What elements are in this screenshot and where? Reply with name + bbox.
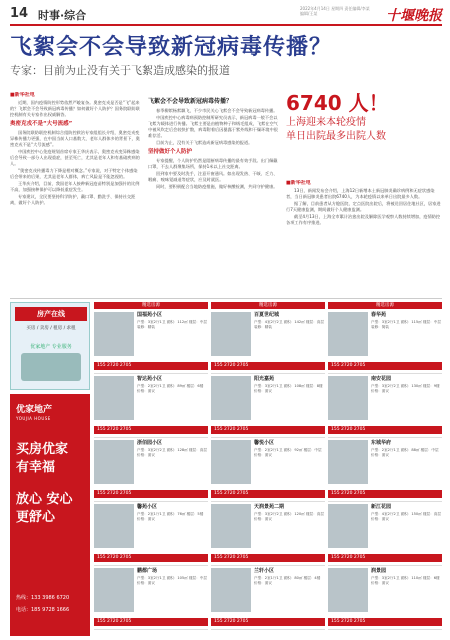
page-number: 14 [10,6,29,21]
ad-slogan-line: 更舒心 [16,510,56,525]
listing-card[interactable] [94,376,208,438]
listing-details: 户型：3室2厅1卫 面积：105㎡ 楼层：中层 价格：面议 [137,576,207,585]
ad-company-english: YOUJIA HOUSE [16,416,51,421]
section-heading: 奥密克戎不是“大号流感” [10,121,73,127]
listing-details: 户型：4室2厅2卫 面积：142㎡ 楼层：高层 装修：精装 [254,320,324,329]
paragraph: “奥密克戎传播毒力下降是相对概念。”专家说，对于特定个体感染后会带来的后果，尤其是老年人群体，病亡风险是不能忽视的。 [10,168,138,179]
section-divider [10,298,442,299]
listing-details: 户型：2室1厅1卫 面积：76㎡ 楼层：5楼 价格：面议 [137,512,204,521]
listing-photo [328,376,368,420]
listing-phone: 155 2720 2705 [94,490,208,498]
listing-column [328,302,442,636]
listing-card[interactable] [328,376,442,438]
listing-card[interactable] [211,504,325,566]
byline: ■新华社电 [10,92,35,98]
listing-details: 户型：3室2厅2卫 面积：128㎡ 楼层：高层 价格：面议 [137,448,207,457]
listing-photo [328,440,368,484]
listing-title: 南安花园 [371,376,392,382]
listing-phone: 155 2720 2705 [94,426,208,434]
main-subhead: 专家：目前为止没有关于飞絮造成感染的报道 [10,64,230,77]
listing-phone: 155 2720 2705 [328,490,442,498]
listing-phone: 155 2720 2705 [94,362,208,370]
listing-photo [328,568,368,612]
listing-card[interactable] [328,312,442,374]
ad-phone-1: 热线：133 3986 6720 [16,595,70,601]
listing-details: 户型：3室2厅1卫 面积：110㎡ 楼层：6楼 价格：面议 [371,576,440,585]
ad-brand-banner: 房产在线 [15,307,87,321]
listing-photo [328,504,368,548]
listing-card[interactable] [328,440,442,502]
listing-photo [211,568,251,612]
listing-title: 智达苑小区 [137,376,163,382]
ad-photo [21,353,81,381]
listing-details: 户型：2室1厅1卫 面积：80㎡ 楼层：4楼 价格：面议 [254,576,321,585]
section-title: 时事·综合 [38,9,87,22]
listing-details: 户型：3室2厅1卫 面积：108㎡ 楼层：8楼 价格：面议 [254,384,323,393]
listing-phone: 155 2720 2705 [94,554,208,562]
ad-sidebar [10,302,90,636]
article-column-2 [148,96,278,296]
listing-phone: 155 2720 2705 [328,426,442,434]
listing-details: 户型：3室2厅1卫 面积：115㎡ 楼层：中层 装修：简装 [371,320,441,329]
paragraph: 中国疾控中心免疫规划首席专家王华庆表示，奥密克戎变异株感染后会导致一部分人出现重症，甚至死亡，尤其是老年人和有基础疾病的人。 [10,149,140,166]
paragraph: 王华庆介绍，目前，我国老年人接种新冠疫苗特别是加强针的比例不高，加强接种保护可以降低重症发生。 [10,181,140,192]
listing-photo [328,312,368,356]
ad-company-name: 优家地产 [16,405,53,415]
paragraph: 中国疾控中心病毒病预防控制所研究员表示，新冠病毒一般不会以飞絮为载体进行传播。飞絮主要是由植物种子和绒毛组成，飞絮在空气中被风吹走后会较快扩散，病毒附着后因暴露于紫外线和干燥环境中很难存活。 [148,115,278,138]
listing-photo [94,568,134,612]
ad-mini-title: 优家地产 专业服务 [30,344,72,350]
ad-service-list: 买房 / 卖房 / 租房 / 求租 [26,326,76,331]
ad-slogan-line: 有幸福 [16,460,56,475]
paragraph: 国务院联防联控机制综合组防控救治专家组组长介绍，奥密克戎变异株传播力更强，在中国当前人口基数大、老年人群体多的背景下，奥密克戎不是“大号流感”。 [10,130,140,147]
ad-phone-2: 电话：185 9728 1666 [16,607,70,613]
listing-details: 户型：2室2厅1卫 面积：88㎡ 楼层：中层 价格：面议 [371,448,439,457]
listing-card[interactable] [328,504,442,566]
listing-column-header: 精选房源 [211,302,325,309]
listing-title: 兰轩小区 [254,568,275,574]
paragraph: 同时，要积极配合当地防疫措施，做好核酸检测，共同守护健康。 [156,184,278,189]
listing-title: 天润景苑二期 [254,504,285,510]
listing-card[interactable] [211,312,325,374]
listing-title: 国福苑小区 [137,312,163,318]
listing-card[interactable] [94,312,208,374]
listing-card[interactable] [211,568,325,630]
listing-details: 户型：2室2厅1卫 面积：89㎡ 楼层：6楼 价格：面议 [137,384,204,393]
paragraph: 13日，新闻发布会介绍，上海12日新增本土新冠肺炎确诊病例和无症状感染者，当日新冠肺炎患者出院6740人，为本轮疫情以来单日出院最多人数。 [286,188,435,199]
listing-photo [211,312,251,356]
paragraph: 专家提醒，个人防护仍然是阻断病毒传播的最有效手段。出门佩戴口罩，不去人群聚集场所，保持1米以上社交距离。 [148,158,278,169]
listing-photo [211,440,251,484]
listing-card[interactable] [211,376,325,438]
paragraph: 回到家中要及时洗手，注意开窗通风。如出现发热、干咳、乏力、咽痛、嗅味觉减退等症状，应及时就医。 [148,171,278,182]
listing-title: 东城华府 [371,440,392,446]
listing-card[interactable] [94,440,208,502]
paragraph: 专家建议，全民要坚持科学防护，戴口罩、勤洗手、保持社交距离，做好个人防护。 [10,194,136,205]
listing-photo [211,376,251,420]
listing-title: 鹏都广场 [137,568,158,574]
ad-slogan-line: 放心 安心 [16,492,73,507]
listing-card[interactable] [94,568,208,630]
listing-phone: 155 2720 2705 [328,554,442,562]
listing-card[interactable] [211,440,325,502]
listing-title: 百夏世纪城 [254,312,280,318]
listing-details: 户型：2室2厅1卫 面积：92㎡ 楼层：中层 价格：面议 [254,448,322,457]
listing-card[interactable] [328,568,442,630]
listing-title: 馨苑小区 [137,504,158,510]
section-heading: 飞絮会不会导致新冠病毒传播？ [148,98,233,105]
byline: ■新华社电 [286,180,311,186]
listing-phone: 155 2720 2705 [328,362,442,370]
listing-title: 馨悦小区 [254,440,275,446]
listing-photo [211,504,251,548]
listing-details: 户型：3室2厅2卫 面积：130㎡ 楼层：9楼 价格：面议 [371,384,440,393]
listing-phone: 155 2720 2705 [328,618,442,626]
listing-card[interactable] [94,504,208,566]
listing-phone: 155 2720 2705 [211,618,325,626]
feature-subtitle-1: 上海迎来本轮疫情 [286,117,366,128]
listing-column-header: 精选房源 [94,302,208,309]
listing-title: 阳光嘉苑 [254,376,275,382]
listing-phone: 155 2720 2705 [94,618,208,626]
paragraph: 目前为止，没有关于飞絮造成新冠病毒感染的报道。 [156,140,253,145]
paragraph: 春季柳絮杨絮飘飞，不少市民关心飞絮会不会导致新冠病毒传播。 [156,108,278,113]
paragraph: 截至4月13日，上海全市累计治愈出院及解除医学观察人数持续增加，疫情防控各项工作有序推进。 [286,214,441,225]
listing-details: 户型：3室2厅1卫 面积：112㎡ 楼层：中层 装修：精装 [137,320,207,329]
listing-details: 户型：4室2厅2卫 面积：150㎡ 楼层：高层 价格：面议 [371,512,441,521]
listing-column [94,302,208,636]
newspaper-logo: 十堰晚报 [386,8,442,24]
article-column-1 [10,92,140,294]
listing-title: 新江花园 [371,504,392,510]
listing-grid [94,302,442,636]
paragraph: 近期，国内疫情防控形势依然严峻复杂。奥密克戎是否是“飞”起来的？飞絮会不会导致新冠病毒传播？如何做好个人防护？国务院联防联控机制有关专家作出权威解答。 [10,100,140,117]
feature-number: 6740 人！ [286,91,389,115]
listing-details: 户型：3室2厅2卫 面积：120㎡ 楼层：高层 价格：面议 [254,512,324,521]
article-column-3 [286,180,442,296]
main-headline: 飞絮会不会导致新冠病毒传播？ [10,34,333,60]
listing-photo [94,376,134,420]
listing-title: 春华苑 [371,312,387,318]
listing-title: 浙佰园小区 [137,440,163,446]
classified-ads [10,302,442,636]
listing-phone: 155 2720 2705 [211,426,325,434]
ad-slogan-line: 买房优家 [16,442,69,457]
page-header [10,6,442,22]
listing-photo [94,312,134,356]
ad-brand-panel [10,394,90,636]
listing-phone: 155 2720 2705 [211,554,325,562]
listing-phone: 155 2720 2705 [211,490,325,498]
listing-column-header: 精选房源 [328,302,442,309]
listing-photo [94,504,134,548]
issue-info: 2022年4月14日 星期四 责任编辑/李某 编辑/王某 [300,6,370,16]
feature-headline-box [286,90,442,170]
ad-online-box [10,302,90,390]
listing-title: 润景园 [371,568,387,574]
paragraph: 据了解，目前患者从方舱医院、定点医院出院后，将被送回居住地社区，居家进行7天健康监测，期间做好个人健康监测。 [286,201,441,212]
feature-subtitle-2: 单日出院最多出院人数 [286,131,386,142]
listing-phone: 155 2720 2705 [211,362,325,370]
header-divider [10,24,442,26]
section-heading: 坚持做好个人防护 [148,149,193,155]
listing-column [211,302,325,636]
listing-photo [94,440,134,484]
